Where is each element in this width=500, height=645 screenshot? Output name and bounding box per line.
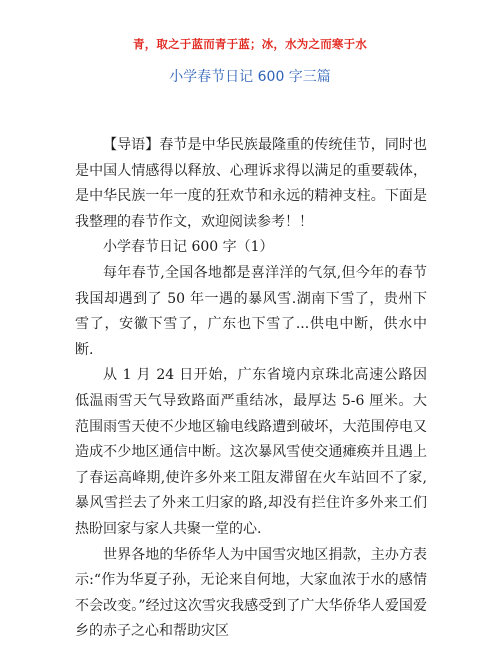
- section-heading: 小学春节日记 600 字（1）: [103, 239, 274, 256]
- intro-paragraph: 【导语】春节是中华民族最隆重的传统佳节，同时也是中国人情感得以释放、心理诉求得以满足的重要载体，是中华民族一年一度的狂欢节和永远的精神支柱。下面是我整理的春节作文，欢迎阅读参考！！: [75, 137, 427, 230]
- header-motto: 青，取之于蓝而青于蓝；冰，水为之而寒于水: [133, 37, 367, 51]
- body-paragraph: 每年春节,全国各地都是喜洋洋的气氛,但今年的春节我国却遇到了 50 年一遇的暴风雪.湖南下雪了，贵州下雪了，安徽下雪了，广东也下雪了...供电中断，供水中断.: [75, 264, 427, 358]
- document-title: 小学春节日记 600 字三篇: [169, 69, 331, 85]
- body-paragraph: 世界各地的华侨华人为中国雪灾地区捐款，主办方表示:“作为华夏子孙，无论来自何地，大家血浓于水的感情不会改变。”经过这次雪灾我感受到了广大华侨华人爱国爱乡的赤子之心和帮助灾区: [75, 546, 427, 640]
- document-body: [75, 133, 427, 645]
- body-paragraph: 从 1 月 24 日开始，广东省境内京珠北高速公路因低温雨雪天气导致路面严重结冰，最厚达 5-6 厘米。大范围雨雪天使不少地区输电线路遭到破坏，大范围停电又造成不少地区通信中断。这次暴风雪使交通瘫痪并且遇上了春运高峰期,使许多外来工阻友滞留在火车站回不了家,暴风雪拦去了外来工归家的路,却没有拦住许多外来工们热盼回家与家人共聚一堂的心.: [75, 367, 427, 537]
